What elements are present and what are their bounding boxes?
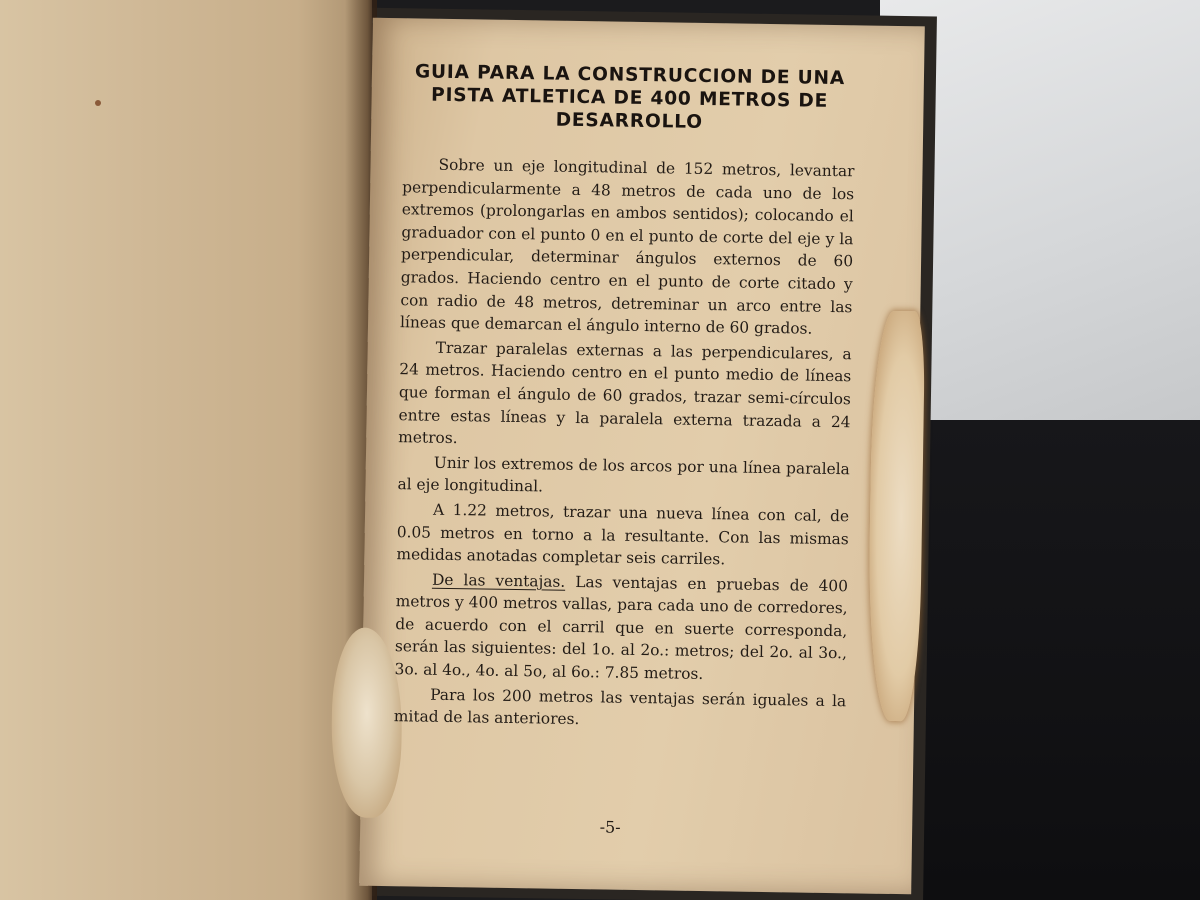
paragraph: Unir los extremos de los arcos por una línea paralela al eje longitudinal. <box>397 453 850 496</box>
background-table <box>900 420 1200 900</box>
torn-edge <box>330 627 403 818</box>
body-text <box>394 153 855 735</box>
left-page <box>0 0 372 900</box>
heading-line: PISTA ATLETICA DE 400 METROS DE <box>430 84 829 112</box>
advantages-paragraph <box>394 568 848 688</box>
page-number: -5- <box>599 817 621 837</box>
right-page <box>359 18 925 895</box>
paper-spot <box>95 100 101 106</box>
paragraph: Trazar paralelas externas a las perpendiculares, a 24 metros. Haciendo centro en el punto medio de líneas que forman el ángulo de 60 grados, trazar semi-círculos entre estas líneas y la paralela externa trazada a 24 metros. <box>398 338 852 448</box>
water-stain <box>867 311 925 722</box>
page-text <box>394 60 856 735</box>
heading-line: GUIA PARA LA CONSTRUCCION DE UNA <box>414 61 846 90</box>
advantages-text: Las ventajas en pruebas de 400 metros y 400 metros vallas, para cada uno de corredores, de acuerdo con el carril que en suerte corresponda, serán las siguientes: del 1o. al 2o.: metros; del 2o. al 3o., 3o. al 4o., 4o. al 5o, al 6o.: 7.85 metros. <box>394 572 849 684</box>
paragraph: A 1.22 metros, trazar una nueva línea con cal, de 0.05 metros en torno a la resultante. Con las mismas medidas anotadas completar seis carriles. <box>396 500 850 569</box>
closing-paragraph: Para los 200 metros las ventajas serán iguales a la mitad de las anteriores. <box>393 685 847 729</box>
paragraph: Sobre un eje longitudinal de 152 metros, levantar perpendicularmente a 48 metros de cada uno de los extremos (prolongarlas en ambos sentidos); colocando el graduador con el punto 0 en el punto de corte del eje y la perpendicular, determinar ángulos externos de 60 grados. Haciendo centro en el punto de corte citado y con radio de 48 metros, detreminar un arco entre las líneas que demarcan el ángulo interno de 60 grados. <box>399 155 855 338</box>
advantages-heading: De las ventajas. <box>431 570 566 591</box>
heading-line: DESARROLLO <box>555 109 704 133</box>
page-heading <box>403 60 856 136</box>
